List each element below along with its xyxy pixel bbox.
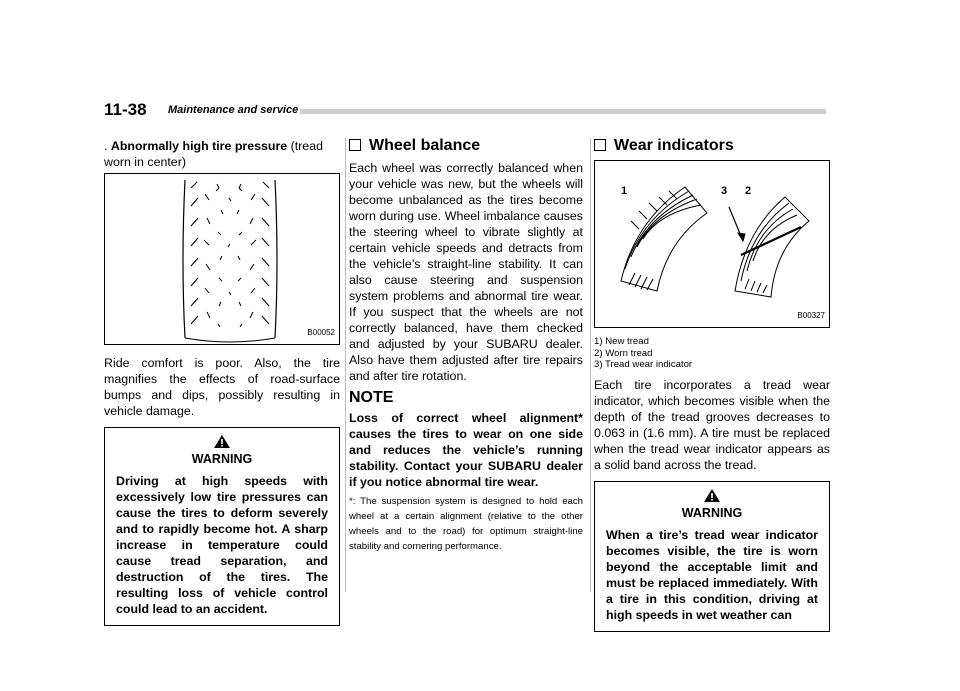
figure-code: B00327 [797, 311, 825, 320]
column-3 [594, 138, 830, 632]
section-heading: Wheel balance [349, 138, 583, 154]
note-title: NOTE [349, 389, 394, 406]
figure-code: B00052 [307, 328, 335, 337]
warning-text: Driving at high speeds with excessively low tire pressures can cause the tires to deform severely and to rapidly become hot. A sharp increase in temperature could cause tread separation, and destruction of the tires. The resulting loss of vehicle control could lead to an accident. [116, 474, 328, 616]
warning-header [116, 434, 328, 467]
tread-label: 2 [745, 185, 752, 197]
column-2 [349, 138, 583, 554]
tread-wear-illustration [595, 161, 829, 327]
tread-label: 3 [721, 185, 728, 197]
tread-wear-figure [594, 160, 830, 328]
figure-captions [594, 336, 830, 371]
warning-triangle-icon [213, 434, 231, 449]
bullet-item: . Abnormally high tire pressure (tread worn in center) [104, 139, 323, 169]
bullet-title: Abnormally high tire pressure [110, 139, 288, 153]
header-rule [300, 109, 826, 114]
body-text: Each tire incorporates a tread wear indicator, which becomes visible when the depth of the tread grooves decreases to 0.063 in (1.6 mm). A tire must be replaced when the tread wear indicator appears as a solid band across the tread. [594, 377, 830, 472]
section-heading: Wear indicators [594, 138, 830, 154]
column-1 [104, 138, 340, 626]
caption-item: 2) Worn tread [594, 347, 653, 359]
warning-triangle-icon [703, 488, 721, 503]
note-text: Loss of correct wheel alignment* causes the tires to wear on one side and reduces the vehicle’s running stability. Contact your SUBARU dealer if you notice abnormal tire wear. [349, 411, 583, 489]
worn-tire-illustration [105, 174, 339, 344]
tire-wear-center-figure [104, 173, 340, 345]
warning-title: WARNING [681, 505, 743, 520]
column-divider [345, 138, 346, 592]
heading-square-icon [349, 139, 361, 151]
page-header [104, 100, 826, 120]
warning-title: WARNING [191, 452, 253, 466]
column-divider [590, 138, 591, 592]
warning-box [594, 481, 830, 632]
body-text: Ride comfort is poor. Also, the tire magnifies the effects of road-surface bumps and dips, possibly resulting in vehicle damage. [104, 356, 340, 418]
warning-header [606, 488, 818, 521]
warning-text: When a tire’s tread wear indicator becomes visible, the tire is worn beyond the acceptable limit and must be replaced immediately. With a tire in this condition, driving at high speeds in wet weather can [606, 527, 818, 622]
section-title: Maintenance and service [168, 104, 299, 116]
page-number: 11-38 [104, 100, 147, 119]
tread-label: 1 [621, 185, 628, 197]
warning-box [104, 427, 340, 626]
footnote: *: The suspension system is designed to hold each wheel at a certain alignment (relative to the other wheels and to the road) for optimum straight-line stability and cornering performance. [349, 496, 583, 552]
body-text: Each wheel was correctly balanced when your vehicle was new, but the wheels will become unbalanced as the tires become worn during use. Wheel imbalance causes the steering wheel to vibrate slightly at certain vehicle speeds and detracts from the vehicle’s straight-line stability. It can also cause steering and suspension system problems and abnormal tire wear. If you suspect that the wheels are not correctly balanced, have them checked and adjusted by your SUBARU dealer. Also have them adjusted after tire repairs and after tire rotation. [349, 161, 583, 383]
caption-item: 3) Tread wear indicator [594, 359, 693, 370]
heading-square-icon [594, 139, 606, 151]
caption-item: 1) New tread [594, 336, 649, 347]
